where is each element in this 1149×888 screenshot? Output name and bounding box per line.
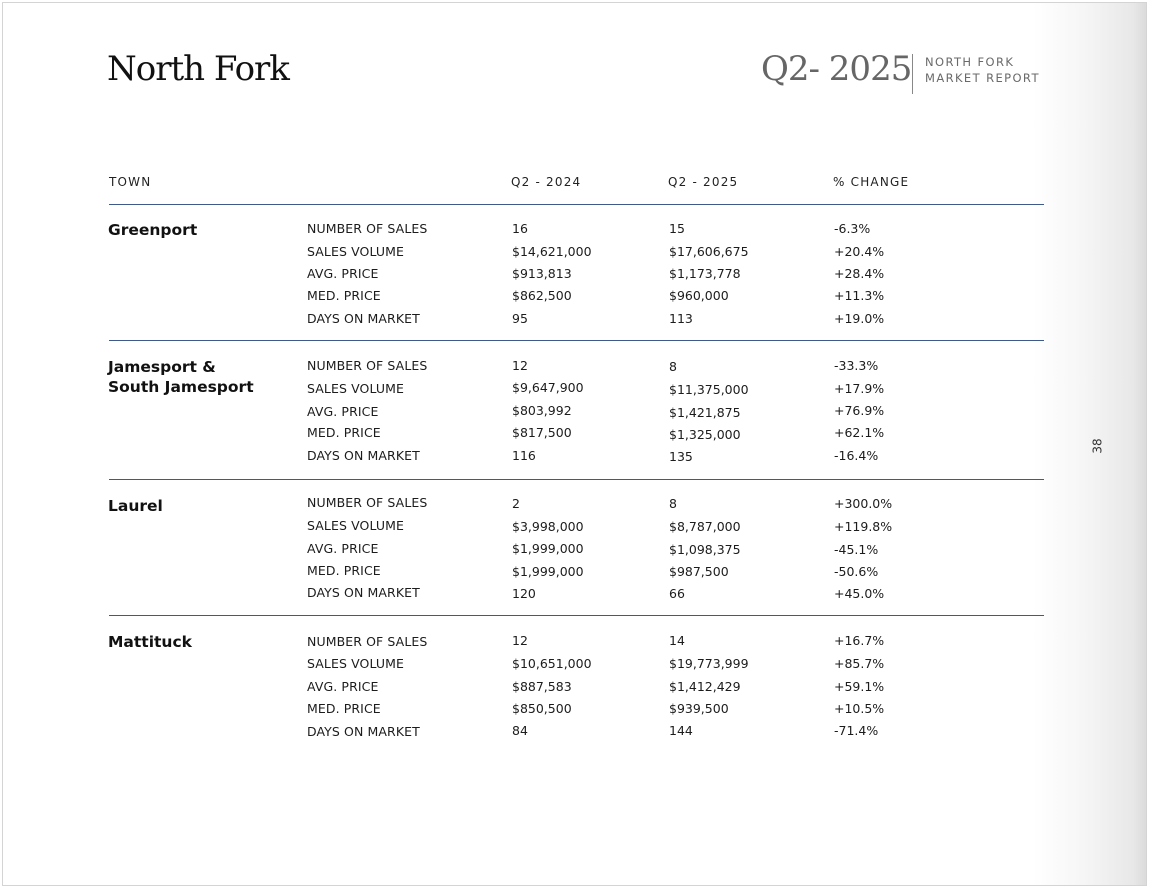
value-change: +20.4%	[834, 244, 885, 259]
value-q2-2025: $987,500	[669, 564, 729, 579]
value-q2-2025: 14	[669, 633, 685, 648]
value-q2-2025: $8,787,000	[669, 519, 741, 534]
value-q2-2024: $803,992	[512, 403, 572, 418]
value-change: -33.3%	[834, 358, 879, 373]
town-name: Laurel	[108, 497, 163, 515]
metric-label: MED. PRICE	[307, 288, 381, 303]
value-change: +16.7%	[834, 633, 885, 648]
value-change: +11.3%	[834, 288, 885, 303]
metric-label: DAYS ON MARKET	[307, 448, 420, 463]
section-rule	[109, 615, 1044, 616]
value-q2-2024: $9,647,900	[512, 380, 584, 395]
column-header-town: TOWN	[109, 175, 152, 189]
town-name-line2: South Jamesport	[108, 378, 254, 396]
metric-label: AVG. PRICE	[307, 266, 379, 281]
value-change: +62.1%	[834, 425, 885, 440]
town-name: Mattituck	[108, 633, 192, 651]
value-q2-2025: 8	[669, 496, 677, 511]
value-change: -71.4%	[834, 723, 879, 738]
metric-label: AVG. PRICE	[307, 679, 379, 694]
value-q2-2024: $887,583	[512, 679, 572, 694]
column-header-q2-2024: Q2 - 2024	[511, 175, 582, 189]
metric-label: NUMBER OF SALES	[307, 358, 428, 373]
metric-label: DAYS ON MARKET	[307, 585, 420, 600]
value-change: +45.0%	[834, 586, 885, 601]
header-divider	[912, 54, 913, 94]
value-q2-2024: 84	[512, 723, 528, 738]
metric-label: NUMBER OF SALES	[307, 495, 428, 510]
value-q2-2025: $960,000	[669, 288, 729, 303]
section-rule	[109, 479, 1044, 480]
value-q2-2025: 144	[669, 723, 693, 738]
metric-label: SALES VOLUME	[307, 518, 405, 533]
town-name: Greenport	[108, 221, 198, 239]
value-q2-2024: 2	[512, 496, 520, 511]
report-name-line2: MARKET REPORT	[925, 71, 1040, 85]
metric-label: NUMBER OF SALES	[307, 221, 428, 236]
value-change: -50.6%	[834, 564, 879, 579]
quarter-label: Q2- 2025	[761, 49, 912, 89]
metric-label: DAYS ON MARKET	[307, 311, 420, 326]
value-q2-2024: $1,999,000	[512, 564, 584, 579]
metric-label: MED. PRICE	[307, 701, 381, 716]
value-change: -6.3%	[834, 221, 871, 236]
value-q2-2024: $913,813	[512, 266, 572, 281]
value-q2-2025: $1,098,375	[669, 542, 741, 557]
metric-label: SALES VOLUME	[307, 381, 405, 396]
value-q2-2025: 8	[669, 359, 677, 374]
report-page	[2, 2, 1147, 886]
metric-label: MED. PRICE	[307, 425, 381, 440]
value-q2-2025: $17,606,675	[669, 244, 749, 259]
value-q2-2024: $3,998,000	[512, 519, 584, 534]
value-q2-2025: $19,773,999	[669, 656, 749, 671]
value-q2-2024: 12	[512, 633, 528, 648]
value-change: +119.8%	[834, 519, 893, 534]
value-q2-2025: $1,173,778	[669, 266, 741, 281]
town-name: Jamesport &	[108, 358, 216, 376]
value-q2-2025: $1,412,429	[669, 679, 741, 694]
page-number: 38	[1090, 438, 1105, 454]
metric-label: DAYS ON MARKET	[307, 724, 420, 739]
report-name-line1: NORTH FORK	[925, 55, 1015, 69]
value-change: +19.0%	[834, 311, 885, 326]
column-header-change: % CHANGE	[833, 175, 910, 189]
page-title: North Fork	[107, 49, 289, 89]
value-q2-2024: 95	[512, 311, 528, 326]
value-change: +85.7%	[834, 656, 885, 671]
metric-label: AVG. PRICE	[307, 541, 379, 556]
value-q2-2025: $1,325,000	[669, 427, 741, 442]
value-change: +17.9%	[834, 381, 885, 396]
value-change: +59.1%	[834, 679, 885, 694]
metric-label: AVG. PRICE	[307, 404, 379, 419]
section-rule	[109, 340, 1044, 341]
value-q2-2025: 113	[669, 311, 693, 326]
value-change: -45.1%	[834, 542, 879, 557]
value-change: -16.4%	[834, 448, 879, 463]
value-change: +10.5%	[834, 701, 885, 716]
metric-label: SALES VOLUME	[307, 244, 405, 259]
value-q2-2024: $1,999,000	[512, 541, 584, 556]
value-q2-2024: $862,500	[512, 288, 572, 303]
value-q2-2024: 16	[512, 221, 528, 236]
value-q2-2024: 120	[512, 586, 536, 601]
header-rule	[109, 204, 1044, 205]
metric-label: MED. PRICE	[307, 563, 381, 578]
value-q2-2024: $14,621,000	[512, 244, 592, 259]
value-change: +76.9%	[834, 403, 885, 418]
value-q2-2024: 12	[512, 358, 528, 373]
value-q2-2025: $1,421,875	[669, 405, 741, 420]
metric-label: SALES VOLUME	[307, 656, 405, 671]
value-q2-2024: 116	[512, 448, 536, 463]
metric-label: NUMBER OF SALES	[307, 634, 428, 649]
value-q2-2024: $10,651,000	[512, 656, 592, 671]
value-q2-2024: $850,500	[512, 701, 572, 716]
value-q2-2025: 66	[669, 586, 685, 601]
column-header-q2-2025: Q2 - 2025	[668, 175, 739, 189]
value-change: +300.0%	[834, 496, 893, 511]
value-q2-2025: 135	[669, 449, 693, 464]
value-q2-2024: $817,500	[512, 425, 572, 440]
value-q2-2025: $939,500	[669, 701, 729, 716]
value-q2-2025: 15	[669, 221, 685, 236]
value-change: +28.4%	[834, 266, 885, 281]
value-q2-2025: $11,375,000	[669, 382, 749, 397]
